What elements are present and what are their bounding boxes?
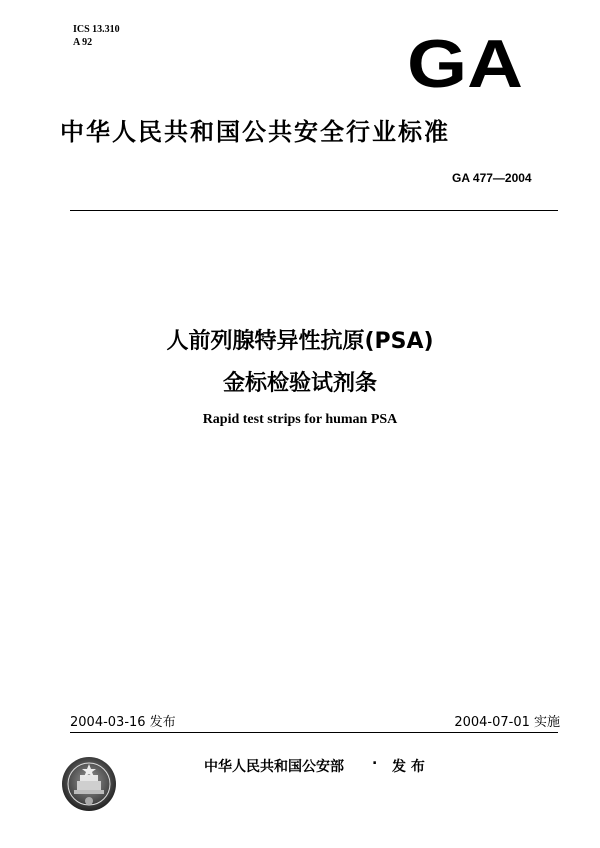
document-title-line1: 人前列腺特异性抗原(PSA) [166, 329, 434, 354]
emblem-seal-icon [60, 755, 118, 813]
document-title-english: Rapid test strips for human PSA [202, 412, 398, 427]
issuer-suffix: 发 布 [392, 759, 425, 775]
ccs-code: A 92 [73, 37, 93, 48]
document-title-line2: 金标检验试剂条 [222, 371, 377, 396]
issuer-dot: . [372, 752, 378, 768]
standard-title: 中华人民共和国公共安全行业标准 [60, 118, 450, 146]
issue-date: 2004-03-16 发布 [70, 715, 176, 730]
bottom-divider [70, 732, 558, 733]
ga-logo-icon [406, 33, 524, 91]
issuer-name: 中华人民共和国公安部 [204, 759, 344, 775]
classification-codes [73, 23, 120, 49]
standard-number: GA 477—2004 [452, 171, 532, 185]
ics-code: ICS 13.310 [73, 24, 120, 35]
implementation-date: 2004-07-01 实施 [454, 715, 560, 730]
top-divider [70, 210, 558, 211]
svg-text:GA: GA [407, 33, 523, 91]
